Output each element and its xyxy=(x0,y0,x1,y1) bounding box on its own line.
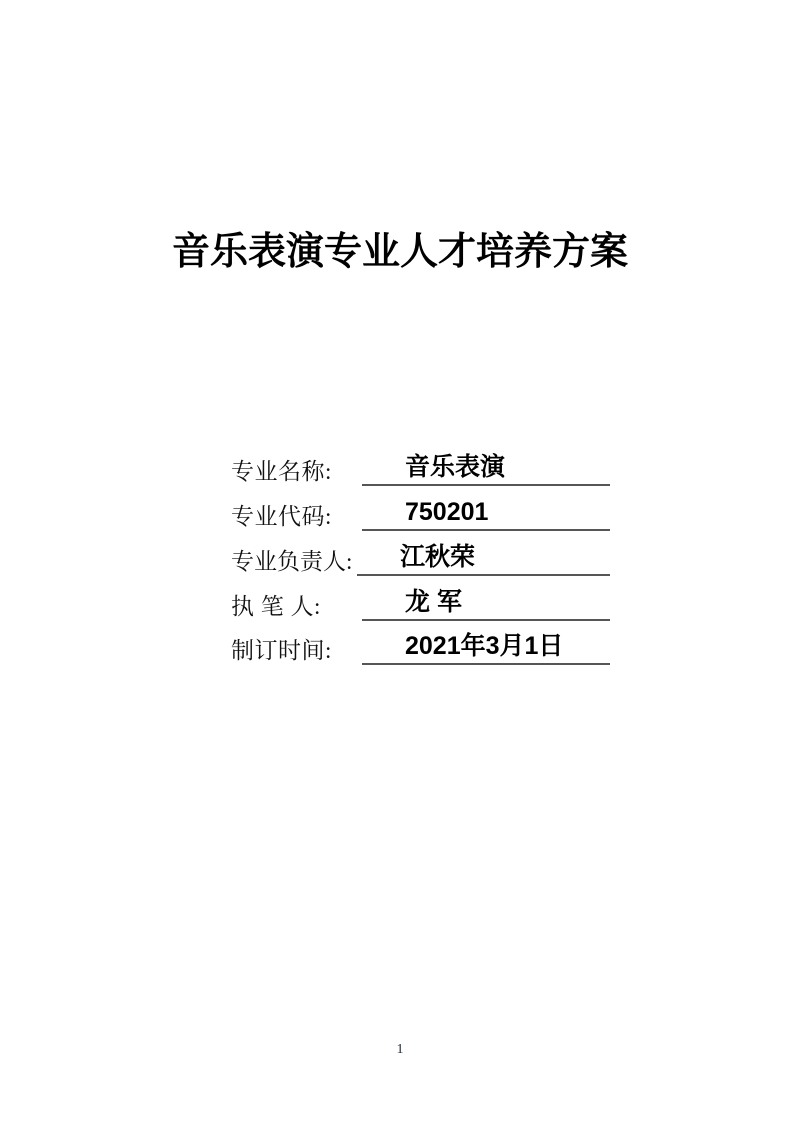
date-value: 2021年3月1日 xyxy=(405,632,564,660)
major-code-value: 750201 xyxy=(405,498,489,526)
form-row-date xyxy=(0,631,800,667)
form-row-major-code xyxy=(0,497,800,533)
major-code-label: 专业代码: xyxy=(231,504,332,529)
author-value: 龙 军 xyxy=(405,588,462,616)
major-director-value: 江秋荣 xyxy=(400,543,476,571)
major-name-underline xyxy=(362,452,610,486)
major-name-label: 专业名称: xyxy=(231,459,332,484)
major-name-value: 音乐表演 xyxy=(405,453,506,481)
date-label: 制订时间: xyxy=(231,638,332,663)
form-row-major-name xyxy=(0,452,800,488)
form-row-author xyxy=(0,587,800,623)
form-row-major-director xyxy=(0,542,800,578)
author-underline xyxy=(362,587,610,621)
major-director-label: 专业负责人: xyxy=(231,549,353,574)
major-director-underline xyxy=(357,542,610,576)
document-title: 音乐表演专业人才培养方案 xyxy=(171,231,628,273)
major-code-underline xyxy=(362,497,610,531)
page-number: 1 xyxy=(396,1042,404,1057)
date-underline xyxy=(362,631,610,665)
author-label: 执 笔 人: xyxy=(231,594,321,619)
